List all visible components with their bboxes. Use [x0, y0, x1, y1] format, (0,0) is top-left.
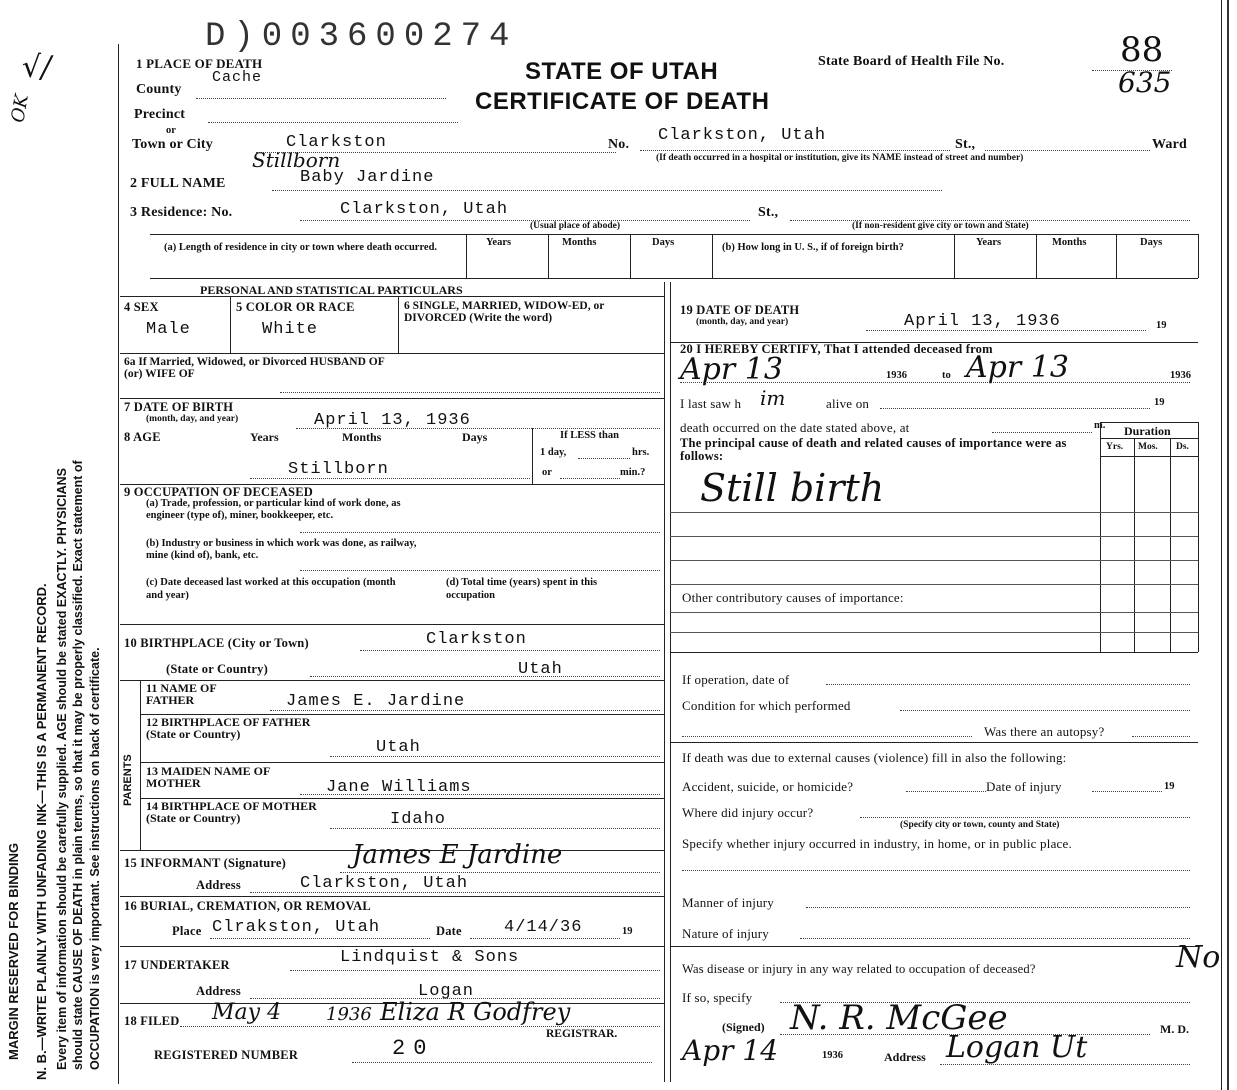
filed-year: 1936	[326, 1004, 372, 1025]
injury-date-label: Date of injury	[986, 779, 1062, 794]
foreign-birth-label: (b) How long in U. S., if of foreign birth?	[722, 242, 904, 253]
single-label: 6 SINGLE, MARRIED, WIDOW-ED, or DIVORCED (Write the word)	[404, 300, 605, 324]
birthplace-city: Clarkston	[426, 630, 527, 649]
age-min-label: min.?	[620, 467, 646, 478]
father-birthplace: Utah	[376, 738, 421, 757]
ward-label: Ward	[1152, 137, 1188, 152]
birthplace-state-label: (State or Country)	[166, 662, 268, 676]
burial-place: Clrakston, Utah	[212, 918, 381, 937]
operation-label: If operation, date of	[682, 672, 790, 687]
margin-warning-note: N. B.—WRITE PLAINLY WITH UNFADING INK—THIS IS A PERMANENT RECORD.	[34, 583, 49, 1080]
father-label: 11 NAME OF FATHER	[146, 681, 217, 707]
external-causes-label: If death was due to external causes (violence) fill in also the following:	[682, 750, 1067, 765]
informant-address: Clarkston, Utah	[300, 874, 469, 893]
certify-from: Apr 13	[680, 352, 783, 387]
age-days-label: Days	[462, 430, 488, 444]
undertaker-address-label: Address	[196, 984, 241, 998]
where-label: Where did injury occur?	[682, 805, 814, 820]
burial-date: 4/14/36	[504, 918, 583, 937]
duration-mos: Mos.	[1138, 442, 1158, 452]
st-label: St.,	[955, 137, 976, 152]
dod-label: 19 DATE OF DEATH	[680, 303, 800, 317]
registered-number-label: REGISTERED NUMBER	[154, 1048, 299, 1062]
certify-label: 20 I HEREBY CERTIFY, That I attended deceased from	[680, 342, 993, 356]
county-value: Cache	[212, 69, 263, 86]
personal-heading: PERSONAL AND STATISTICAL PARTICULARS	[200, 283, 463, 297]
to-label: to	[942, 370, 951, 381]
signed-label: (Signed)	[722, 1020, 765, 1034]
months-header-2: Months	[1052, 237, 1087, 248]
registrar-signature: Eliza R Godfrey	[380, 998, 571, 1026]
years-header-2: Years	[976, 237, 1002, 248]
dod-19: 19	[1156, 320, 1167, 331]
days-header-2: Days	[1140, 237, 1163, 248]
age-years-label: Years	[250, 430, 279, 444]
town-value: Clarkston	[286, 133, 387, 152]
margin-instructions-3: OCCUPATION is very important. See instructions on back of certificate.	[88, 647, 102, 1070]
no-value: Clarkston, Utah	[658, 126, 827, 145]
certify-to-year: 1936	[1170, 370, 1191, 381]
principal-cause-label: The principal cause of death and related causes of importance were as follows:	[680, 436, 1067, 463]
mother-birthplace-label: 14 BIRTHPLACE OF MOTHER (State or Country)	[146, 799, 317, 825]
precinct-label: Precinct	[134, 107, 186, 122]
burial-date-label: Date	[436, 924, 462, 938]
burial-19: 19	[622, 926, 633, 937]
undertaker-value: Lindquist & Sons	[340, 948, 520, 967]
margin-instructions-1: Every item of information should be carefully supplied. AGE should be stated EXACTLY. PHYSICIANS	[55, 468, 69, 1070]
parents-label: PARENTS	[122, 754, 134, 806]
accident-label: Accident, suicide, or homicide?	[682, 779, 854, 794]
usual-abode-note: (Usual place of abode)	[530, 221, 620, 231]
informant-address-label: Address	[196, 878, 241, 892]
occupation-label: 9 OCCUPATION OF DECEASED	[124, 485, 313, 499]
file-number-2: 635	[1118, 66, 1172, 99]
hospital-note: (If death occurred in a hospital or institution, give its NAME instead of street and number)	[656, 153, 1024, 163]
serial-number: D)003600274	[205, 18, 518, 56]
filed-date: May 4	[212, 1000, 282, 1025]
dod-sub: (month, day, and year)	[696, 317, 789, 327]
certify-from-year: 1936	[886, 370, 907, 381]
dod-value: April 13, 1936	[904, 312, 1061, 331]
age-label: 8 AGE	[124, 430, 161, 444]
years-header: Years	[486, 237, 512, 248]
occupation-a: (a) Trade, profession, or particular kind of work done, as engineer (type of), miner, bookkeeper, etc.	[146, 498, 401, 521]
last-saw-value: im	[760, 386, 786, 410]
full-name-label: 2 FULL NAME	[130, 176, 226, 191]
state-title: STATE OF UTAH	[525, 58, 719, 85]
full-name-value: Baby Jardine	[300, 168, 435, 187]
informant-label: 15 INFORMANT (Signature)	[124, 856, 286, 870]
occupation-related-answer: No	[1176, 940, 1221, 975]
other-causes-label: Other contributory causes of importance:	[682, 590, 904, 605]
death-occurred-label: death occurred on the date stated above, at	[680, 420, 910, 435]
margin-binding-note: MARGIN RESERVED FOR BINDING	[6, 842, 21, 1060]
autopsy-label: Was there an autopsy?	[984, 724, 1105, 739]
birthplace-label: 10 BIRTHPLACE (City or Town)	[124, 636, 309, 650]
condition-label: Condition for which performed	[682, 698, 851, 713]
place-of-death-heading: 1 PLACE OF DEATH	[136, 56, 263, 71]
age-or-label: or	[542, 467, 552, 478]
last-saw-label: I last saw h	[680, 396, 742, 411]
duration-label: Duration	[1124, 424, 1171, 438]
alive-on-label: alive on	[826, 396, 870, 411]
occupation-d: (d) Total time (years) spent in this occupation	[446, 577, 598, 601]
dob-label: 7 DATE OF BIRTH	[124, 400, 234, 414]
signed-address-label: Address	[884, 1050, 926, 1064]
certify-to: Apr 13	[966, 350, 1069, 385]
burial-label: 16 BURIAL, CREMATION, OR REMOVAL	[124, 899, 371, 913]
sex-value: Male	[146, 320, 191, 339]
father-birthplace-label: 12 BIRTHPLACE OF FATHER (State or Country)	[146, 715, 311, 741]
residence-label: 3 Residence: No.	[130, 205, 233, 220]
age-months-label: Months	[342, 430, 382, 444]
injury-19: 19	[1164, 781, 1175, 792]
residence-st-label: St.,	[758, 205, 779, 220]
nonresident-note: (If non-resident give city or town and State)	[852, 221, 1029, 231]
birthplace-state: Utah	[518, 660, 563, 679]
file-number-label: State Board of Health File No.	[818, 54, 1005, 69]
dob-sub: (month, day, and year)	[146, 414, 239, 424]
informant-signature: James E Jardine	[352, 840, 563, 870]
occupation-related-label: Was disease or injury in any way related to occupation of deceased?	[682, 962, 1036, 976]
residence-value: Clarkston, Utah	[340, 200, 509, 219]
stillborn-handwritten: Stillborn	[252, 148, 341, 172]
occupation-c: (c) Date deceased last worked at this occupation (month and year)	[146, 577, 396, 601]
md-label: M. D.	[1160, 1022, 1189, 1036]
sex-label: 4 SEX	[124, 300, 159, 314]
m-label: m.	[1094, 420, 1106, 431]
alive-19: 19	[1154, 397, 1165, 408]
if-so-label: If so, specify	[682, 990, 753, 1005]
manner-label: Manner of injury	[682, 895, 775, 910]
file-number: 88	[1120, 30, 1164, 70]
physician-signature: N. R. McGee	[790, 998, 1008, 1038]
check-mark: √/	[22, 50, 52, 85]
occupation-b: (b) Industry or business in which work was done, as railway, mine (kind of), bank, etc.	[146, 538, 417, 561]
or-label: or	[166, 125, 176, 136]
certificate-title: CERTIFICATE OF DEATH	[475, 88, 770, 115]
mother-label: 13 MAIDEN NAME OF MOTHER	[146, 764, 270, 790]
registered-number: 20	[392, 1036, 435, 1061]
duration-yrs: Yrs.	[1106, 442, 1124, 452]
specify-city-note: (Specify city or town, county and State)	[900, 820, 1060, 830]
father-value: James E. Jardine	[286, 692, 466, 711]
undertaker-label: 17 UNDERTAKER	[124, 958, 230, 972]
age-1day-label: 1 day,	[540, 447, 567, 458]
duration-ds: Ds.	[1176, 442, 1189, 452]
county-label: County	[136, 82, 182, 97]
burial-place-label: Place	[172, 924, 202, 938]
town-label: Town or City	[132, 137, 213, 152]
signed-year: 1936	[822, 1050, 843, 1061]
check-note: OK	[7, 92, 33, 125]
registrar-label: REGISTRAR.	[546, 1028, 618, 1040]
color-value: White	[262, 320, 319, 339]
undertaker-address: Logan	[418, 982, 475, 1001]
signed-date: Apr 14	[682, 1034, 779, 1067]
filed-label: 18 FILED	[124, 1014, 180, 1028]
days-header: Days	[652, 237, 675, 248]
age-value: Stillborn	[288, 460, 389, 479]
mother-value: Jane Williams	[326, 778, 472, 797]
married-label: 6a If Married, Widowed, or Divorced HUSBAND OF (or) WIFE OF	[124, 356, 385, 380]
dob-value: April 13, 1936	[314, 411, 471, 430]
margin-instructions-2: should state CAUSE OF DEATH in plain terms, so that it may be properly classified. Exact statement of	[71, 460, 85, 1070]
cause-of-death: Still birth	[700, 466, 885, 510]
mother-birthplace: Idaho	[390, 810, 447, 829]
length-of-residence-label: (a) Length of residence in city or town where death occurred.	[164, 242, 438, 253]
no-label: No.	[608, 137, 630, 152]
color-label: 5 COLOR OR RACE	[236, 300, 355, 314]
signed-address: Logan Ut	[946, 1030, 1088, 1065]
age-less-label: If LESS than	[560, 430, 619, 441]
age-hrs-label: hrs.	[632, 447, 650, 458]
months-header: Months	[562, 237, 597, 248]
nature-label: Nature of injury	[682, 926, 769, 941]
specify-industry-label: Specify whether injury occurred in industry, in home, or in public place.	[682, 836, 1072, 851]
